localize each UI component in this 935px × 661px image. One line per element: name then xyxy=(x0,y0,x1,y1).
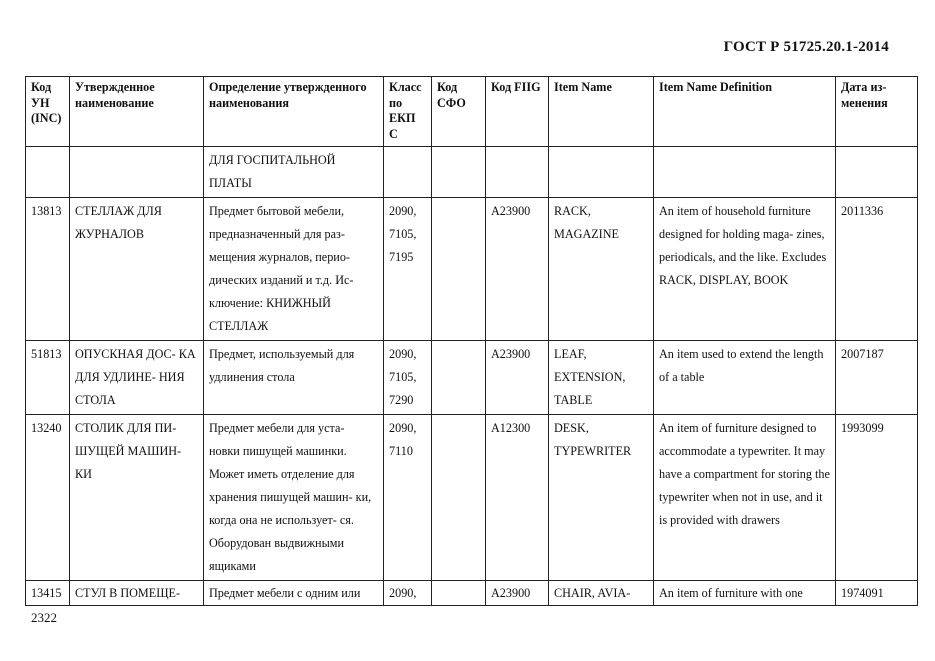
table-row xyxy=(26,415,918,581)
cell-sfo xyxy=(432,581,486,606)
cell-item-def: An item of furniture with one xyxy=(654,581,836,606)
cell-date xyxy=(836,147,918,198)
col-header-item-def: Item Name Definition xyxy=(654,77,836,147)
cell-sfo xyxy=(432,147,486,198)
cell-name: СТЕЛЛАЖ ДЛЯ ЖУРНАЛОВ xyxy=(70,198,204,341)
document-standard-header: ГОСТ Р 51725.20.1-2014 xyxy=(723,39,889,55)
cell-sfo xyxy=(432,198,486,341)
cell-fiig: A12300 xyxy=(486,415,549,581)
cell-inc xyxy=(26,147,70,198)
col-header-fiig: Код FIIG xyxy=(486,77,549,147)
cell-name: ОПУСКНАЯ ДОС- КА ДЛЯ УДЛИНЕ- НИЯ СТОЛА xyxy=(70,341,204,415)
cell-class: 2090, 7105, 7290 xyxy=(384,341,432,415)
cell-name: СТОЛИК ДЛЯ ПИ- ШУЩЕЙ МАШИН- КИ xyxy=(70,415,204,581)
cell-fiig: A23900 xyxy=(486,198,549,341)
cell-date: 1974091 xyxy=(836,581,918,606)
col-header-class: Класс по ЕКП С xyxy=(384,77,432,147)
table-row xyxy=(26,198,918,341)
cell-fiig: A23900 xyxy=(486,341,549,415)
cell-class: 2090, 7105, 7195 xyxy=(384,198,432,341)
cell-sfo xyxy=(432,415,486,581)
cell-fiig xyxy=(486,147,549,198)
cell-item-name xyxy=(549,147,654,198)
cell-inc: 13813 xyxy=(26,198,70,341)
cell-date: 2007187 xyxy=(836,341,918,415)
cell-definition: Предмет мебели с одним или xyxy=(204,581,384,606)
cell-name: СТУЛ В ПОМЕЩЕ- xyxy=(70,581,204,606)
cell-sfo xyxy=(432,341,486,415)
col-header-definition: Определение утвержденного наименования xyxy=(204,77,384,147)
page-number: 2322 xyxy=(31,610,57,625)
cell-name xyxy=(70,147,204,198)
cell-class: 2090, xyxy=(384,581,432,606)
cell-item-def xyxy=(654,147,836,198)
col-header-sfo: Код СФО xyxy=(432,77,486,147)
catalog-table xyxy=(25,76,918,606)
cell-item-def: An item used to extend the length of a table xyxy=(654,341,836,415)
cell-item-def: An item of furniture designed to accommodate a typewriter. It may have a compartment for storing the typewriter when not in use, and it is provided with drawers xyxy=(654,415,836,581)
table-row xyxy=(26,147,918,198)
table-row xyxy=(26,341,918,415)
col-header-item-name: Item Name xyxy=(549,77,654,147)
cell-item-name: RACK, MAGAZINE xyxy=(549,198,654,341)
cell-date: 2011336 xyxy=(836,198,918,341)
col-header-approved-name: Утвержденное наименование xyxy=(70,77,204,147)
cell-item-name: LEAF, EXTENSION, TABLE xyxy=(549,341,654,415)
col-header-inc: Код УН (INC) xyxy=(26,77,70,147)
cell-inc: 13240 xyxy=(26,415,70,581)
cell-inc: 13415 xyxy=(26,581,70,606)
table-header-row xyxy=(26,77,918,147)
cell-class: 2090, 7110 xyxy=(384,415,432,581)
cell-definition: Предмет бытовой мебели, предназначенный для раз- мещения журналов, перио- дических изданий и т.д. Ис- ключение: КНИЖНЫЙ СТЕЛЛАЖ xyxy=(204,198,384,341)
cell-definition: ДЛЯ ГОСПИТАЛЬНОЙ ПЛАТЫ xyxy=(204,147,384,198)
cell-definition: Предмет, используемый для удлинения стола xyxy=(204,341,384,415)
col-header-date: Дата из- менения xyxy=(836,77,918,147)
cell-definition: Предмет мебели для уста- новки пишущей машинки. Может иметь отделение для хранения пишущей машин- ки, когда она не использует- ся. Оборудован выдвижными ящиками xyxy=(204,415,384,581)
cell-item-def: An item of household furniture designed for holding maga- zines, periodicals, and the like. Excludes RACK, DISPLAY, BOOK xyxy=(654,198,836,341)
table-row xyxy=(26,581,918,606)
cell-inc: 51813 xyxy=(26,341,70,415)
cell-fiig: A23900 xyxy=(486,581,549,606)
cell-item-name: DESK, TYPEWRITER xyxy=(549,415,654,581)
cell-class xyxy=(384,147,432,198)
cell-date: 1993099 xyxy=(836,415,918,581)
cell-item-name: CHAIR, AVIA- xyxy=(549,581,654,606)
